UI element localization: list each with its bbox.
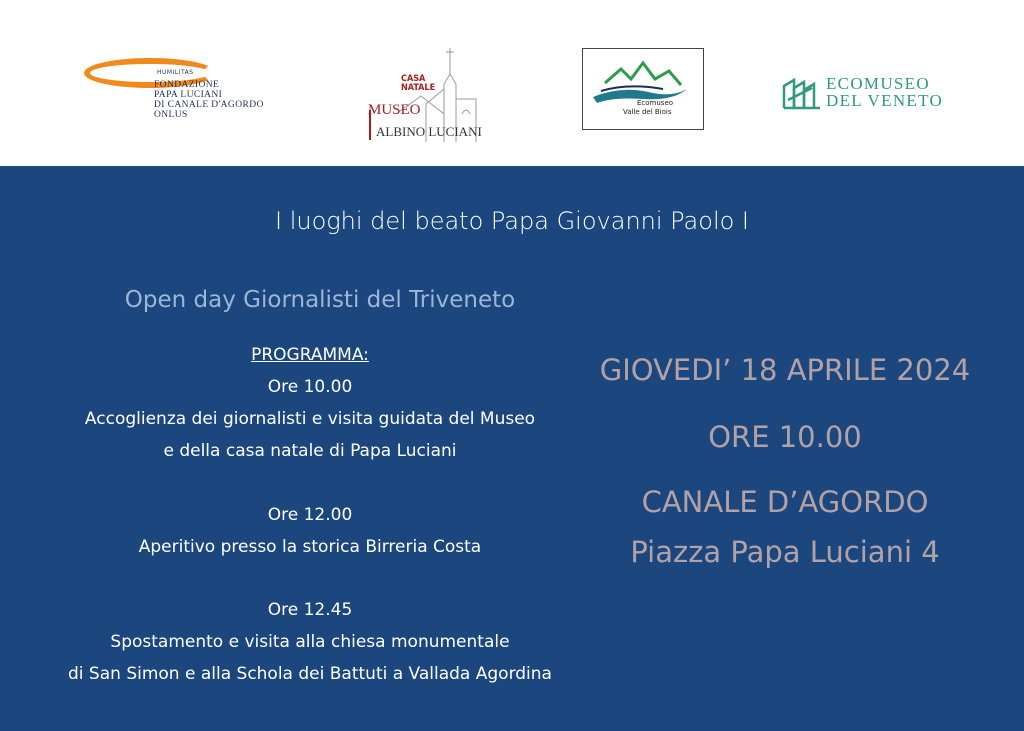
programma-line: Accoglienza dei giornalisti e visita guidata del Museo [84, 409, 536, 429]
logo-line: PAPA LUCIANI [154, 90, 223, 100]
event-place: CANALE D’AGORDO [641, 485, 929, 519]
programma-line: di San Simon e alla Schola dei Battuti a Vallada Agordina [68, 664, 552, 684]
albino-luciani-label: ALBINO LUCIANI [376, 124, 482, 139]
page-title: I luoghi del beato Papa Giovanni Paolo I [275, 207, 749, 235]
ecomuseo-emblem-icon [782, 76, 822, 110]
programma-line: Aperitivo presso la storica Birreria Costa [138, 537, 482, 557]
logo-line: Ecomuseo [637, 99, 674, 107]
programma-line: e della casa natale di Papa Luciani [163, 441, 457, 461]
logo-tagline: HUMILITAS [157, 69, 194, 76]
museo-albino-luciani-logo [366, 44, 488, 144]
event-date: GIOVEDI’ 18 APRILE 2024 [599, 353, 971, 387]
logo-line: Valle del Biois [623, 108, 672, 116]
casa-label: CASA [401, 74, 426, 84]
event-subtitle: Open day Giornalisti del Triveneto [124, 287, 516, 313]
fondazione-papa-luciani-logo [84, 58, 274, 128]
logo-header [0, 0, 1024, 166]
programma-heading: PROGRAMMA: [251, 345, 369, 365]
programma-time: Ore 12.45 [267, 600, 353, 620]
ecomuseo-valle-biois-logo [582, 48, 704, 130]
programma-time: Ore 12.00 [267, 505, 353, 525]
mountain-lake-icon [583, 49, 703, 129]
programma-time: Ore 10.00 [267, 377, 353, 397]
natale-label: NATALE [401, 83, 436, 93]
ecomuseo-del-veneto-logo [782, 74, 957, 114]
museo-label: MUSEO [368, 102, 421, 118]
logo-line: FONDAZIONE [154, 80, 220, 90]
event-address: Piazza Papa Luciani 4 [630, 535, 940, 569]
logo-line: DI CANALE D'AGORDO [154, 100, 264, 110]
logo-line: DEL VENETO [826, 91, 944, 110]
logo-line: ECOMUSEO [826, 74, 930, 93]
event-time: ORE 10.00 [708, 420, 862, 454]
programma-line: Spostamento e visita alla chiesa monumentale [110, 632, 510, 652]
logo-line: ONLUS [154, 110, 188, 120]
